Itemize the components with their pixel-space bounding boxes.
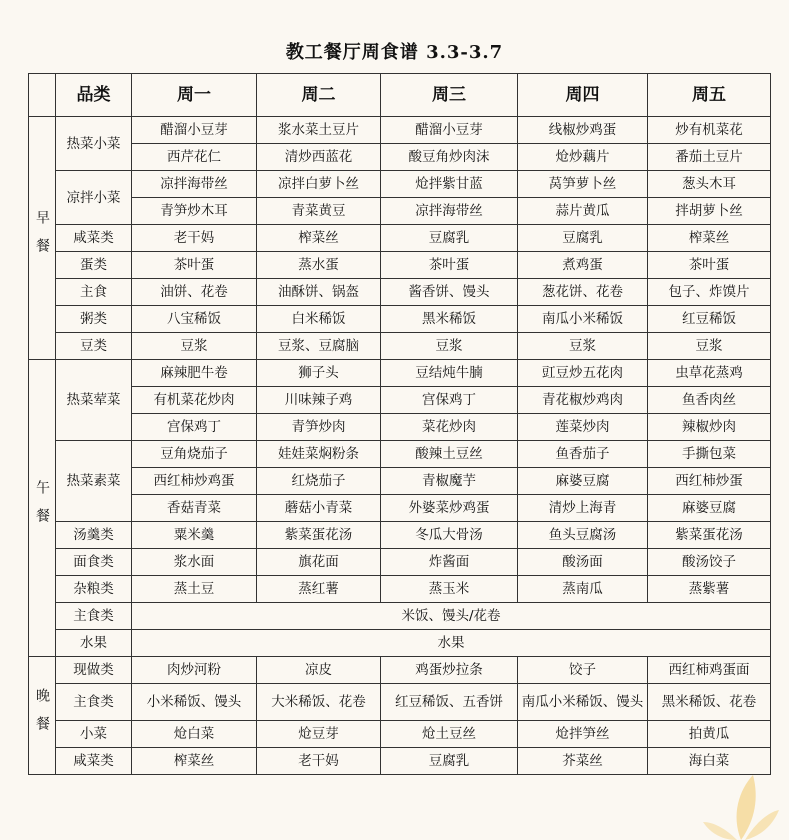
menu-cell: 葱头木耳 — [648, 171, 771, 198]
menu-cell: 葱花饼、花卷 — [518, 279, 648, 306]
category-label: 现做类 — [56, 657, 132, 684]
menu-cell: 拍黄瓜 — [648, 721, 771, 748]
table-row — [29, 603, 771, 630]
menu-cell: 辣椒炒肉 — [648, 414, 771, 441]
menu-cell: 紫菜蛋花汤 — [648, 522, 771, 549]
menu-cell: 手撕包菜 — [648, 441, 771, 468]
menu-cell: 蒸水蛋 — [257, 252, 381, 279]
menu-cell: 鸡蛋炒拉条 — [381, 657, 518, 684]
category-label: 热菜小菜 — [56, 117, 132, 171]
menu-cell: 豆浆 — [518, 333, 648, 360]
menu-cell: 蘑菇小青菜 — [257, 495, 381, 522]
menu-cell: 小米稀饭、馒头 — [132, 684, 257, 721]
menu-cell: 茶叶蛋 — [648, 252, 771, 279]
menu-cell: 鱼香肉丝 — [648, 387, 771, 414]
menu-cell: 紫菜蛋花汤 — [257, 522, 381, 549]
menu-cell: 豇豆炒五花肉 — [518, 360, 648, 387]
menu-cell: 榨菜丝 — [132, 748, 257, 775]
category-label: 主食类 — [56, 684, 132, 721]
category-label: 主食 — [56, 279, 132, 306]
menu-cell: 炝拌笋丝 — [518, 721, 648, 748]
menu-cell: 蒸南瓜 — [518, 576, 648, 603]
menu-cell: 酸汤饺子 — [648, 549, 771, 576]
menu-cell-merged: 米饭、馒头/花卷 — [132, 603, 771, 630]
menu-cell: 蒜片黄瓜 — [518, 198, 648, 225]
menu-cell: 炝炒藕片 — [518, 144, 648, 171]
category-label: 热菜素菜 — [56, 441, 132, 522]
menu-cell: 老干妈 — [257, 748, 381, 775]
page-title: 教工餐厅周食谱 3.3-3.7 — [285, 42, 504, 63]
menu-cell: 豆腐乳 — [381, 225, 518, 252]
menu-cell: 红烧茄子 — [257, 468, 381, 495]
menu-cell: 茶叶蛋 — [381, 252, 518, 279]
meal-label-breakfast: 早餐 — [29, 117, 56, 360]
menu-cell: 豆浆、豆腐脑 — [257, 333, 381, 360]
menu-cell: 酸豆角炒肉沫 — [381, 144, 518, 171]
meal-label-dinner: 晚餐 — [29, 657, 56, 775]
menu-cell: 豆浆 — [381, 333, 518, 360]
table-row — [29, 495, 771, 522]
table-row — [29, 684, 771, 721]
menu-cell: 莲菜炒肉 — [518, 414, 648, 441]
menu-cell: 宫保鸡丁 — [381, 387, 518, 414]
menu-cell: 豆结炖牛腩 — [381, 360, 518, 387]
menu-cell: 黑米稀饭、花卷 — [648, 684, 771, 721]
table-row — [29, 117, 771, 144]
menu-cell: 西芹花仁 — [132, 144, 257, 171]
category-label: 热菜荤菜 — [56, 360, 132, 441]
table-row — [29, 576, 771, 603]
table-row — [29, 279, 771, 306]
menu-cell: 虫草花蒸鸡 — [648, 360, 771, 387]
table-row — [29, 721, 771, 748]
menu-cell: 红豆稀饭、五香饼 — [381, 684, 518, 721]
menu-cell: 麻婆豆腐 — [518, 468, 648, 495]
menu-cell: 外婆菜炒鸡蛋 — [381, 495, 518, 522]
category-label: 小菜 — [56, 721, 132, 748]
menu-cell: 煮鸡蛋 — [518, 252, 648, 279]
menu-cell: 香菇青菜 — [132, 495, 257, 522]
menu-cell: 酸汤面 — [518, 549, 648, 576]
table-row — [29, 171, 771, 198]
header-day: 周五 — [648, 74, 771, 117]
table-row — [29, 387, 771, 414]
table-row — [29, 252, 771, 279]
table-row — [29, 198, 771, 225]
menu-cell: 宫保鸡丁 — [132, 414, 257, 441]
category-label: 水果 — [56, 630, 132, 657]
category-label: 蛋类 — [56, 252, 132, 279]
menu-cell: 凉拌海带丝 — [381, 198, 518, 225]
menu-table — [28, 73, 771, 775]
table-row — [29, 748, 771, 775]
menu-cell: 青椒魔芋 — [381, 468, 518, 495]
menu-cell-merged: 水果 — [132, 630, 771, 657]
table-row — [29, 144, 771, 171]
menu-cell: 红豆稀饭 — [648, 306, 771, 333]
menu-cell: 清炒上海青 — [518, 495, 648, 522]
menu-cell: 菜花炒肉 — [381, 414, 518, 441]
category-label: 杂粮类 — [56, 576, 132, 603]
header-day: 周一 — [132, 74, 257, 117]
menu-cell: 酱香饼、馒头 — [381, 279, 518, 306]
menu-cell: 青笋炒木耳 — [132, 198, 257, 225]
menu-cell: 拌胡萝卜丝 — [648, 198, 771, 225]
table-row — [29, 468, 771, 495]
menu-cell: 清炒西蓝花 — [257, 144, 381, 171]
menu-cell: 南瓜小米稀饭 — [518, 306, 648, 333]
category-label: 咸菜类 — [56, 225, 132, 252]
menu-cell: 包子、炸馍片 — [648, 279, 771, 306]
menu-cell: 榨菜丝 — [257, 225, 381, 252]
menu-cell: 麻婆豆腐 — [648, 495, 771, 522]
menu-cell: 油酥饼、锅盔 — [257, 279, 381, 306]
menu-cell: 凉拌白萝卜丝 — [257, 171, 381, 198]
category-label: 咸菜类 — [56, 748, 132, 775]
menu-cell: 海白菜 — [648, 748, 771, 775]
table-row — [29, 441, 771, 468]
category-label: 汤羹类 — [56, 522, 132, 549]
menu-cell: 鱼头豆腐汤 — [518, 522, 648, 549]
header-day: 周四 — [518, 74, 648, 117]
menu-cell: 饺子 — [518, 657, 648, 684]
table-row — [29, 360, 771, 387]
menu-cell: 青花椒炒鸡肉 — [518, 387, 648, 414]
menu-cell: 炸酱面 — [381, 549, 518, 576]
table-row — [29, 522, 771, 549]
menu-cell: 线椒炒鸡蛋 — [518, 117, 648, 144]
table-row — [29, 414, 771, 441]
menu-cell: 芥菜丝 — [518, 748, 648, 775]
menu-cell: 炝白菜 — [132, 721, 257, 748]
menu-cell: 蒸红薯 — [257, 576, 381, 603]
menu-cell: 旗花面 — [257, 549, 381, 576]
menu-cell: 娃娃菜焖粉条 — [257, 441, 381, 468]
category-label: 粥类 — [56, 306, 132, 333]
menu-cell: 蒸紫薯 — [648, 576, 771, 603]
category-label: 面食类 — [56, 549, 132, 576]
header-row — [29, 74, 771, 117]
menu-cell: 青菜黄豆 — [257, 198, 381, 225]
menu-cell: 豆腐乳 — [518, 225, 648, 252]
table-row — [29, 333, 771, 360]
table-row — [29, 657, 771, 684]
header-day: 周三 — [381, 74, 518, 117]
menu-cell: 白米稀饭 — [257, 306, 381, 333]
table-row — [29, 630, 771, 657]
menu-cell: 豆腐乳 — [381, 748, 518, 775]
menu-cell: 榨菜丝 — [648, 225, 771, 252]
menu-cell: 豆浆 — [132, 333, 257, 360]
menu-cell: 莴笋萝卜丝 — [518, 171, 648, 198]
menu-cell: 凉皮 — [257, 657, 381, 684]
menu-cell: 青笋炒肉 — [257, 414, 381, 441]
header-category: 品类 — [56, 74, 132, 117]
menu-cell: 醋溜小豆芽 — [381, 117, 518, 144]
menu-cell: 南瓜小米稀饭、馒头 — [518, 684, 648, 721]
menu-cell: 有机菜花炒肉 — [132, 387, 257, 414]
menu-cell: 豆浆 — [648, 333, 771, 360]
menu-cell: 狮子头 — [257, 360, 381, 387]
menu-cell: 酸辣土豆丝 — [381, 441, 518, 468]
menu-cell: 肉炒河粉 — [132, 657, 257, 684]
menu-cell: 油饼、花卷 — [132, 279, 257, 306]
menu-cell: 豆角烧茄子 — [132, 441, 257, 468]
category-label: 主食类 — [56, 603, 132, 630]
meal-label-lunch: 午餐 — [29, 360, 56, 657]
menu-cell: 浆水面 — [132, 549, 257, 576]
menu-cell: 炝土豆丝 — [381, 721, 518, 748]
menu-cell: 炝拌紫甘蓝 — [381, 171, 518, 198]
table-row — [29, 225, 771, 252]
menu-cell: 炒有机菜花 — [648, 117, 771, 144]
menu-cell: 浆水菜土豆片 — [257, 117, 381, 144]
decorative-leaf-icon — [701, 770, 781, 840]
menu-cell: 凉拌海带丝 — [132, 171, 257, 198]
menu-cell: 冬瓜大骨汤 — [381, 522, 518, 549]
menu-cell: 粟米羹 — [132, 522, 257, 549]
menu-cell: 八宝稀饭 — [132, 306, 257, 333]
menu-cell: 西红柿炒鸡蛋 — [132, 468, 257, 495]
menu-cell: 黑米稀饭 — [381, 306, 518, 333]
menu-cell: 麻辣肥牛卷 — [132, 360, 257, 387]
table-row — [29, 549, 771, 576]
menu-cell: 鱼香茄子 — [518, 441, 648, 468]
menu-cell: 炝豆芽 — [257, 721, 381, 748]
header-day: 周二 — [257, 74, 381, 117]
menu-cell: 茶叶蛋 — [132, 252, 257, 279]
menu-cell: 蒸土豆 — [132, 576, 257, 603]
menu-cell: 老干妈 — [132, 225, 257, 252]
table-row — [29, 306, 771, 333]
menu-cell: 番茄土豆片 — [648, 144, 771, 171]
menu-cell: 川味辣子鸡 — [257, 387, 381, 414]
menu-cell: 蒸玉米 — [381, 576, 518, 603]
menu-cell: 西红柿炒蛋 — [648, 468, 771, 495]
category-label: 凉拌小菜 — [56, 171, 132, 225]
menu-cell: 西红柿鸡蛋面 — [648, 657, 771, 684]
menu-cell: 大米稀饭、花卷 — [257, 684, 381, 721]
corner-cell — [29, 74, 56, 117]
menu-cell: 醋溜小豆芽 — [132, 117, 257, 144]
category-label: 豆类 — [56, 333, 132, 360]
